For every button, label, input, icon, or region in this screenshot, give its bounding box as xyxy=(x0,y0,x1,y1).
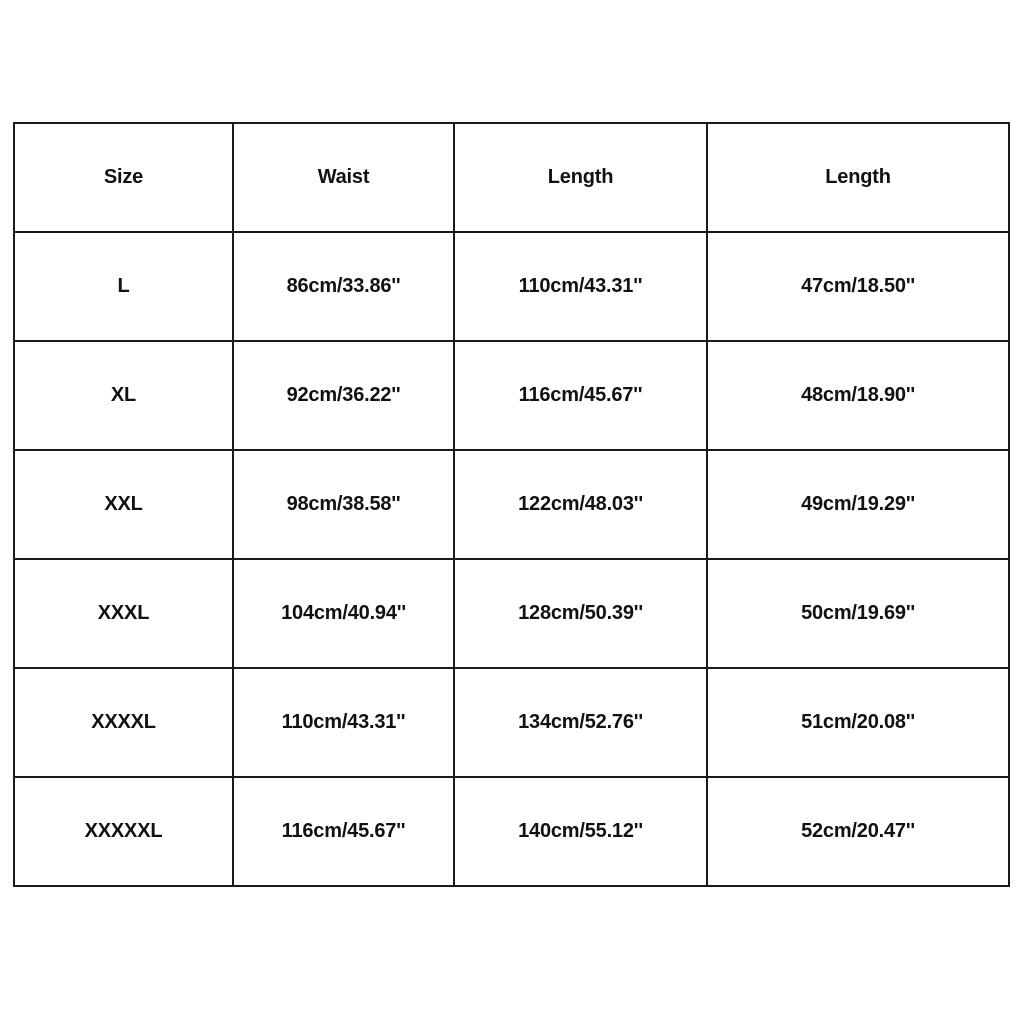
header-row xyxy=(14,123,1009,232)
waist-cell: 110cm/43.31'' xyxy=(233,668,454,777)
size-cell: XXXL xyxy=(14,559,233,668)
header-length: Length xyxy=(454,123,707,232)
length-cell: 134cm/52.76'' xyxy=(454,668,707,777)
size-cell: XXXXL xyxy=(14,668,233,777)
length-2-cell: 51cm/20.08'' xyxy=(707,668,1009,777)
size-cell: XXXXXL xyxy=(14,777,233,886)
length-cell: 122cm/48.03'' xyxy=(454,450,707,559)
length-cell: 110cm/43.31'' xyxy=(454,232,707,341)
waist-cell: 92cm/36.22'' xyxy=(233,341,454,450)
header-size: Size xyxy=(14,123,233,232)
waist-cell: 98cm/38.58'' xyxy=(233,450,454,559)
waist-cell: 86cm/33.86'' xyxy=(233,232,454,341)
length-cell: 128cm/50.39'' xyxy=(454,559,707,668)
waist-cell: 104cm/40.94'' xyxy=(233,559,454,668)
table-row xyxy=(14,668,1009,777)
header-waist: Waist xyxy=(233,123,454,232)
length-2-cell: 48cm/18.90'' xyxy=(707,341,1009,450)
size-cell: XL xyxy=(14,341,233,450)
size-cell: L xyxy=(14,232,233,341)
header-length-2: Length xyxy=(707,123,1009,232)
table-row xyxy=(14,777,1009,886)
length-cell: 116cm/45.67'' xyxy=(454,341,707,450)
length-2-cell: 52cm/20.47'' xyxy=(707,777,1009,886)
size-cell: XXL xyxy=(14,450,233,559)
table-row xyxy=(14,232,1009,341)
table-row xyxy=(14,450,1009,559)
size-chart-table xyxy=(13,122,1010,887)
length-2-cell: 49cm/19.29'' xyxy=(707,450,1009,559)
length-2-cell: 50cm/19.69'' xyxy=(707,559,1009,668)
length-2-cell: 47cm/18.50'' xyxy=(707,232,1009,341)
length-cell: 140cm/55.12'' xyxy=(454,777,707,886)
table-row xyxy=(14,341,1009,450)
waist-cell: 116cm/45.67'' xyxy=(233,777,454,886)
table-row xyxy=(14,559,1009,668)
